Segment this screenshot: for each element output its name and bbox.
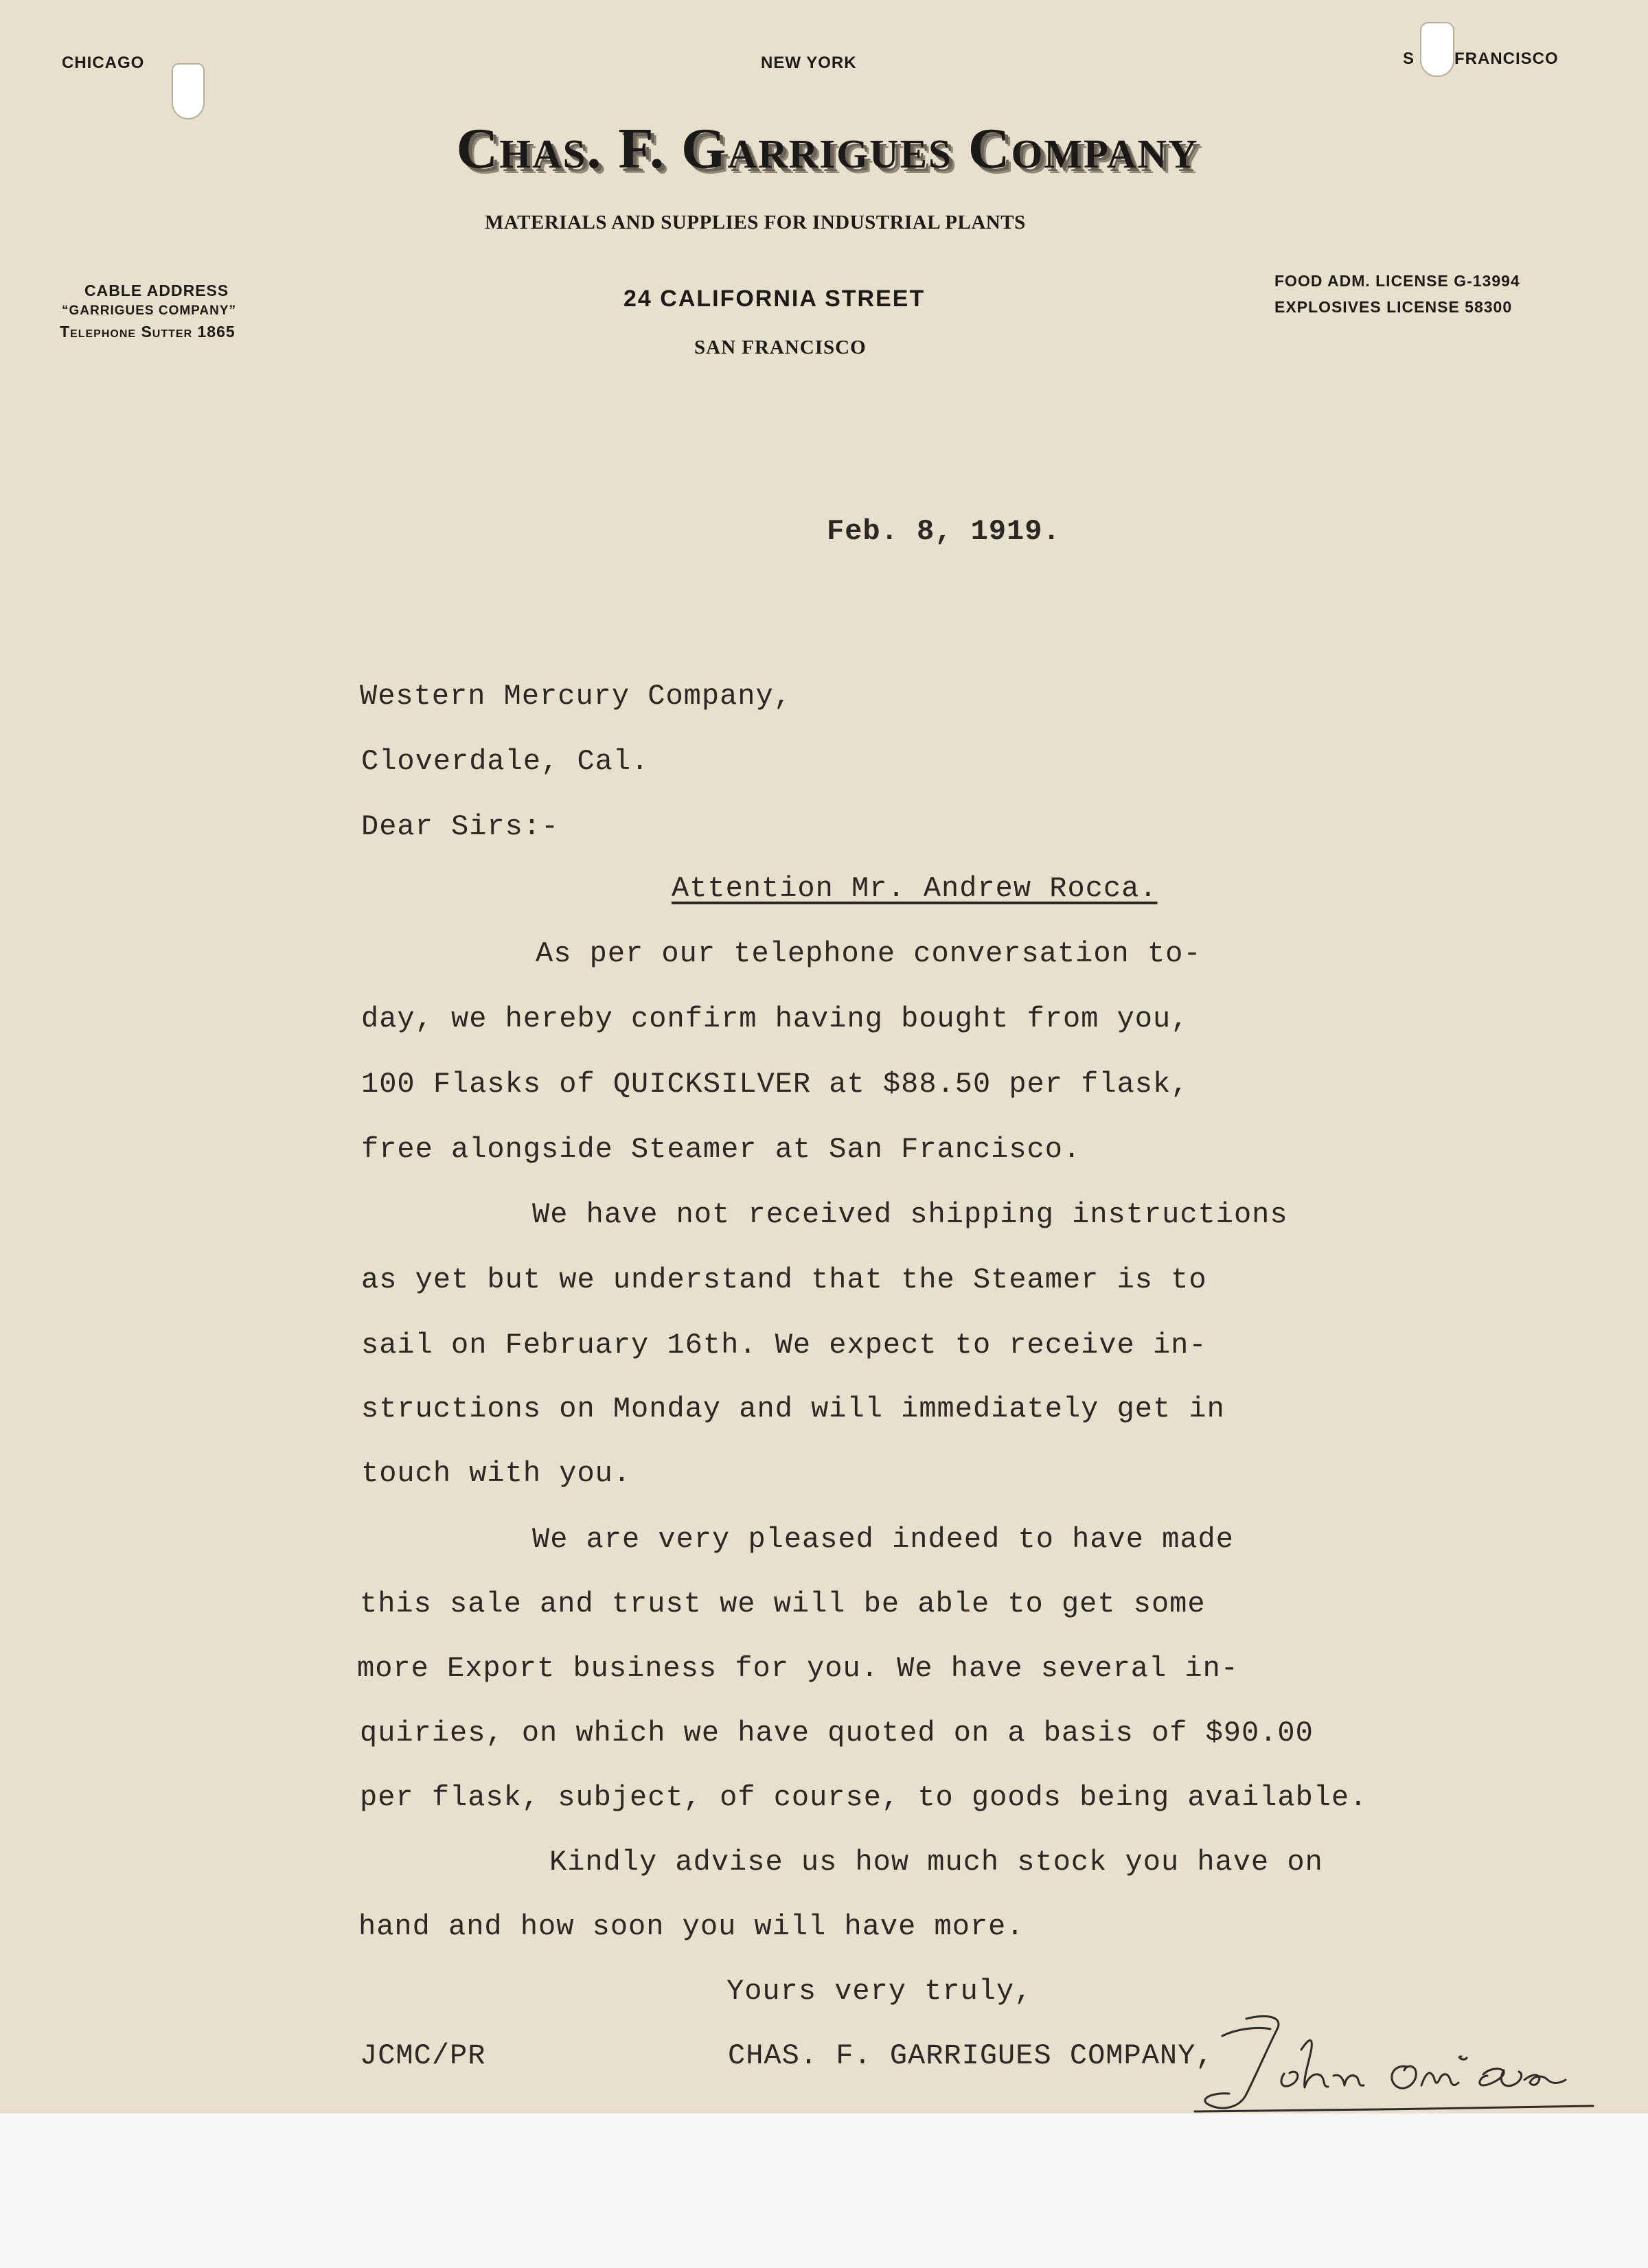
body-line: hand and how soon you will have more. [358, 1910, 1025, 1943]
food-license: FOOD ADM. LICENSE G-13994 [1274, 272, 1520, 290]
body-line: quiries, on which we have quoted on a basis of $90.00 [360, 1717, 1314, 1750]
city-new-york: NEW YORK [761, 54, 857, 72]
body-line: sail on February 16th. We expect to receive in- [361, 1329, 1207, 1362]
city-chicago: CHICAGO [62, 54, 145, 72]
body-line: as yet but we understand that the Steamer is to [361, 1263, 1207, 1296]
street-address: 24 CALIFORNIA STREET [623, 286, 926, 312]
punch-hole-left [172, 63, 205, 119]
body-line: As per our telephone conversation to- [536, 937, 1202, 970]
attention-line: Attention Mr. Andrew Rocca. [672, 872, 1158, 905]
body-line: free alongside Steamer at San Francisco. [361, 1133, 1082, 1166]
body-line: day, we hereby confirm having bought from you, [361, 1003, 1189, 1035]
company-tagline: MATERIALS AND SUPPLIES FOR INDUSTRIAL PLANTS [485, 211, 1026, 233]
handwritten-signature [1181, 2008, 1607, 2118]
address-city: SAN FRANCISCO [694, 336, 867, 358]
company-name-logo: Chas. F. Garrigues Company [456, 117, 1199, 181]
body-line: more Export business for you. We have several in- [357, 1652, 1239, 1685]
body-line: structions on Monday and will immediately get in [361, 1393, 1225, 1425]
signature-company: CHAS. F. GARRIGUES COMPANY, [728, 2039, 1214, 2072]
body-line: this sale and trust we will be able to get some [360, 1588, 1206, 1620]
body-line: We are very pleased indeed to have made [532, 1523, 1234, 1556]
scan-margin [0, 2114, 1648, 2268]
closing: Yours very truly, [726, 1975, 1033, 2008]
body-line: 100 Flasks of QUICKSILVER at $88.50 per flask, [361, 1068, 1189, 1101]
body-line: Kindly advise us how much stock you have on [549, 1846, 1323, 1879]
cable-address-heading: CABLE ADDRESS [84, 282, 229, 299]
recipient-place: Cloverdale, Cal. [361, 745, 650, 778]
salutation: Dear Sirs:- [361, 810, 560, 843]
recipient-name: Western Mercury Company, [360, 680, 792, 713]
cable-address: “GARRIGUES COMPANY” [62, 303, 237, 318]
telephone-number: Telephone Sutter 1865 [60, 323, 236, 341]
reference-initials: JCMC/PR [360, 2039, 486, 2072]
body-line: per flask, subject, of course, to goods being available. [360, 1781, 1368, 1814]
body-line: We have not received shipping instructions [532, 1198, 1288, 1231]
letter-date: Feb. 8, 1919. [827, 515, 1061, 548]
punch-hole-right [1420, 22, 1454, 77]
city-san-francisco: FRANCISCO [1454, 49, 1559, 68]
explosives-license: EXPLOSIVES LICENSE 58300 [1274, 298, 1513, 316]
body-line: touch with you. [361, 1457, 632, 1490]
city-san-fragment: S [1403, 49, 1415, 68]
